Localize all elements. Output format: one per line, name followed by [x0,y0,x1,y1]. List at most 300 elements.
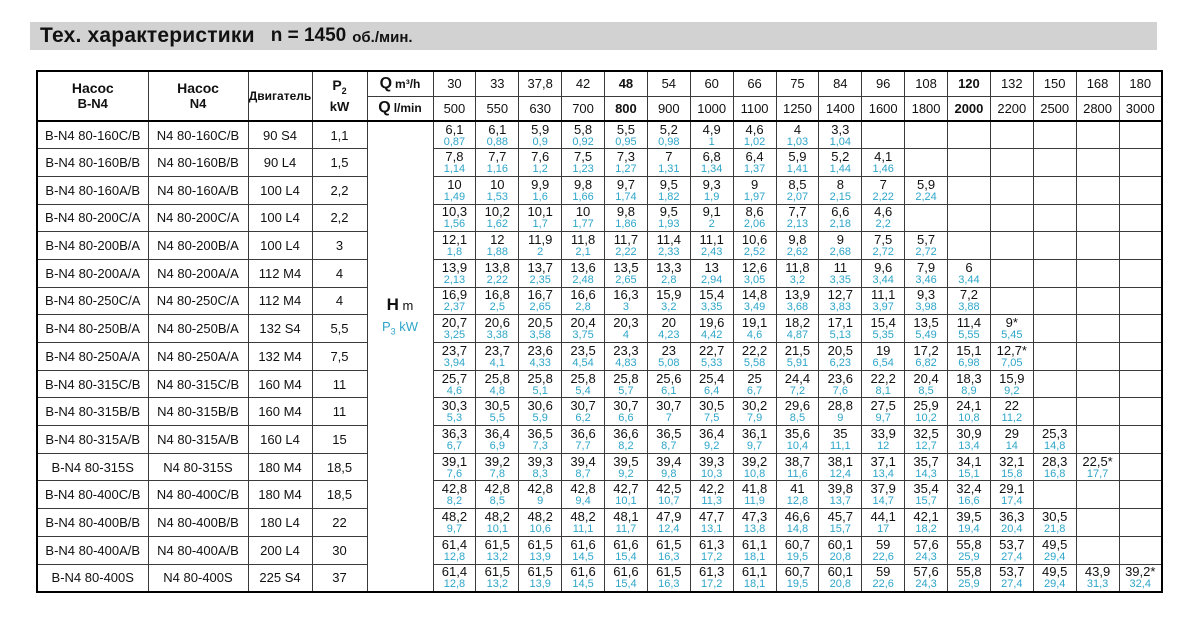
head-value: 11 [833,259,848,275]
p3-value: 7,05 [1001,356,1023,369]
data-cell [605,453,648,481]
data-cell [433,232,476,260]
head-value: 25 [747,370,762,386]
data-cell [1033,453,1076,481]
data-cell [647,536,690,564]
p3-value: 5,58 [743,356,766,369]
data-cell [862,232,905,260]
motor-size: 160 M4 [248,370,312,398]
motor-size: 200 L4 [248,536,312,564]
head-value: 13,7 [527,259,553,275]
head-value: 9,5 [659,204,678,220]
data-cell [519,176,562,204]
head-value: 3,3 [831,121,850,137]
p3-value: 4,6 [746,329,763,342]
head-value: 9,3 [702,176,721,192]
motor-size: 180 M4 [248,453,312,481]
p3-value: 18,1 [743,550,766,563]
p3-value: 3,44 [958,273,980,286]
p3-value: 9,8 [661,467,677,480]
data-cell [433,564,476,592]
p3-value: 1,97 [743,190,766,203]
pump-name-bn4: B-N4 80-200C/A [37,204,148,232]
head-value: 13,5 [613,259,639,275]
head-value: 25,7 [441,370,468,386]
head-value: 11,8 [570,232,596,248]
head-value: 42,8 [441,481,468,497]
head-value: 20,6 [484,315,510,331]
head-value: 25,6 [656,370,682,386]
p3-value: 8,5 [489,495,505,508]
head-value: 8,6 [745,204,764,220]
data-cell [733,343,776,371]
data-cell [819,509,862,537]
head-value: 22 [1004,398,1020,414]
head-value: 61,5 [484,536,510,552]
p3-value: 3,05 [743,273,766,286]
flow-m3h-value: 30 [433,71,476,96]
head-value: 38,1 [827,453,853,469]
motor-size: 100 L4 [248,204,312,232]
data-cell [647,343,690,371]
pump-name-bn4: B-N4 80-160A/B [37,176,148,204]
pump-name-bn4: B-N4 80-160B/B [37,149,148,177]
p3-value: 15,4 [615,578,637,591]
p3-value: 6,23 [829,356,852,369]
p2-power: 1,5 [312,149,367,177]
p3-value: 5,08 [658,356,680,369]
data-cell [948,564,991,592]
empty-cell [905,149,948,177]
head-value: 12,6 [741,259,768,275]
p3-value: 2,22 [615,246,637,259]
p3-kw-label: $P_3$ kW [381,318,419,337]
head-value: 43,9 [1084,564,1111,580]
data-cell [948,343,991,371]
flow-m3h-value: 66 [733,71,776,96]
head-value: 36,1 [741,425,768,441]
data-cell [433,398,476,426]
data-cell [948,370,991,398]
head-value: 16,3 [613,287,639,303]
head-value: 13,9 [784,287,811,303]
data-cell [519,481,562,509]
data-cell [862,343,905,371]
head-value: 11,4 [656,232,681,248]
p3-value: 19,5 [786,578,809,591]
data-cell [647,204,690,232]
p3-value: 10,3 [700,467,723,480]
data-cell [819,176,862,204]
p3-value: 8,3 [532,467,548,480]
empty-cell [1076,121,1119,149]
data-cell [476,149,519,177]
data-cell [690,536,733,564]
head-value: 41 [790,481,805,497]
p3-value: 3,2 [789,273,806,286]
p2-power: 18,5 [312,453,367,481]
p3-value: 1,31 [658,163,680,176]
pump-name-n4: N4 80-160B/B [148,149,248,177]
p3-value: 1,66 [572,190,594,203]
data-cell [562,564,605,592]
p3-value: 1,77 [572,218,594,231]
head-value: 36,3 [441,425,468,441]
data-cell [819,481,862,509]
p3-value: 1,46 [872,163,894,176]
head-value: 25,3 [1042,425,1068,441]
empty-cell [1119,287,1162,315]
data-cell [776,343,819,371]
head-value: 7,7 [488,149,507,165]
p3-value: 2,94 [700,273,723,286]
p3-value: 4,33 [529,356,551,369]
head-value: 6,6 [831,204,850,220]
head-value: 5,2 [659,121,678,137]
data-cell [647,509,690,537]
data-cell [733,204,776,232]
col-header-pump-bn4: Насос B-N4 [37,71,148,121]
data-cell [562,176,605,204]
empty-cell [1119,149,1162,177]
data-cell [690,121,733,149]
p3-value: 1,04 [829,135,852,148]
flow-m3h-value: 60 [690,71,733,96]
head-value: 7,8 [445,149,464,165]
p3-value: 6,4 [704,384,720,397]
p3-value: 1,49 [443,190,466,203]
pump-row [37,149,1162,177]
head-value: 61,5 [656,536,682,552]
head-value: 49,5 [1042,536,1068,552]
flow-m3h-value: 48 [605,71,648,96]
data-cell [647,149,690,177]
empty-cell [1119,176,1162,204]
pump-row [37,453,1162,481]
head-value: 37,9 [870,481,896,497]
data-cell [990,426,1033,454]
data-cell [476,370,519,398]
empty-cell [948,204,991,232]
p3-value: 18,2 [915,522,937,535]
p3-value: 7,5 [704,412,720,425]
head-value: 20,3 [613,315,639,331]
p3-value: 3,46 [915,273,937,286]
empty-cell [1033,204,1076,232]
empty-cell [1033,315,1076,343]
data-cell [519,259,562,287]
empty-cell [990,259,1033,287]
empty-cell [1076,426,1119,454]
p3-value: 8,1 [875,384,891,397]
head-value: 7,6 [531,149,550,165]
data-cell [562,453,605,481]
data-cell [690,509,733,537]
p3-value: 2,13 [786,218,809,231]
data-cell [1033,426,1076,454]
p3-value: 5,91 [786,356,809,369]
p3-value: 9,2 [618,467,634,480]
head-value: 32,5 [913,425,939,441]
data-cell [476,287,519,315]
p3-value: 2,2 [875,218,891,231]
flow-lmin-value: 630 [519,96,562,121]
p3-value: 5,4 [575,384,591,397]
p3-value: 9,4 [575,495,591,508]
motor-size: 180 M4 [248,481,312,509]
data-cell [519,149,562,177]
p3-value: 15,8 [1001,467,1023,480]
pump-name-n4: N4 80-400A/B [148,536,248,564]
head-value: 30,5 [699,398,725,414]
data-cell [733,564,776,592]
p2-power: 30 [312,536,367,564]
p3-value: 7,6 [446,467,463,480]
data-cell [519,121,562,149]
p3-value: 8,5 [789,412,806,425]
flow-m3h-value: 132 [990,71,1033,96]
p3-value: 10,1 [486,522,509,535]
head-value: 8 [836,176,844,192]
p3-value: 1,53 [486,190,509,203]
data-cell [819,343,862,371]
data-cell [990,536,1033,564]
data-cell [776,287,819,315]
head-value: 13,3 [656,259,682,275]
data-cell [776,453,819,481]
flow-m3h-value: 42 [562,71,605,96]
head-value: 10,6 [741,232,768,248]
flow-lmin-value: 900 [647,96,690,121]
data-cell [647,315,690,343]
empty-cell [1119,398,1162,426]
data-cell [905,536,948,564]
data-cell [433,481,476,509]
p3-value: 14,3 [915,467,937,480]
flow-lmin-value: 1800 [905,96,948,121]
data-cell [690,204,733,232]
data-cell [862,509,905,537]
empty-cell [1076,287,1119,315]
data-cell [562,232,605,260]
head-value: 6,1 [445,121,464,137]
head-value: 20,4 [913,370,939,386]
empty-cell [990,204,1033,232]
head-value: 49,5 [1042,564,1068,580]
pump-row [37,370,1162,398]
head-value: 30,7 [570,398,596,414]
data-cell [476,398,519,426]
pump-row [37,398,1162,426]
p3-value: 4 [622,329,629,342]
p3-value: 1,82 [658,190,680,203]
data-cell [605,176,648,204]
data-cell [862,315,905,343]
data-cell [690,259,733,287]
empty-cell [1119,315,1162,343]
data-cell [1119,564,1162,592]
p3-value: 3,2 [661,301,677,314]
head-value: 28,3 [1042,453,1068,469]
p3-value: 1,86 [615,218,637,231]
p3-value: 8,5 [918,384,934,397]
head-value: 5,2 [831,149,850,165]
p3-value: 5,33 [700,356,723,369]
flow-lmin-value: 2800 [1076,96,1119,121]
data-cell [519,232,562,260]
p3-value: 16,6 [958,495,980,508]
head-value: 61,6 [613,564,639,580]
p3-value: 24,3 [915,578,937,591]
p3-value: 7,9 [746,412,763,425]
title-speed-unit: об./мин. [352,29,413,46]
data-cell [819,121,862,149]
empty-cell [1033,287,1076,315]
data-cell [433,426,476,454]
p3-value: 5,13 [829,329,852,342]
motor-size: 90 L4 [248,149,312,177]
head-value: 12 [490,232,505,248]
pump-name-bn4: B-N4 80-400A/B [37,536,148,564]
data-cell [605,370,648,398]
data-cell [605,564,648,592]
motor-size: 90 S4 [248,121,312,149]
head-value: 23,7 [441,342,468,358]
data-cell [647,121,690,149]
data-cell [990,398,1033,426]
empty-cell [1076,176,1119,204]
p3-value: 15,7 [915,495,937,508]
head-value: 12,1 [441,232,468,248]
head-value: 61,5 [527,536,553,552]
p3-value: 13,9 [529,578,551,591]
motor-size: 100 L4 [248,176,312,204]
pump-row [37,232,1162,260]
head-value: 57,6 [913,564,939,580]
head-value: 39,4 [656,453,682,469]
flow-lmin-value: 500 [433,96,476,121]
p3-value: 16,3 [658,578,680,591]
data-cell [519,315,562,343]
head-value: 29 [1004,425,1020,441]
p3-value: 9,2 [1004,384,1020,397]
data-cell [433,509,476,537]
head-value: 11,7 [613,232,639,248]
empty-cell [948,232,991,260]
empty-cell [990,149,1033,177]
data-cell [733,121,776,149]
head-value: 57,6 [913,536,939,552]
head-value: 10,2 [484,204,510,220]
pump-row [37,287,1162,315]
data-cell [647,398,690,426]
pump-row [37,481,1162,509]
p3-value: 12,7 [915,439,937,452]
pump-row [37,315,1162,343]
p3-value: 9,7 [746,439,763,452]
data-cell [519,204,562,232]
head-value: 9,9 [531,176,550,192]
data-cell [476,315,519,343]
head-value: 37,1 [870,453,896,469]
data-cell [862,259,905,287]
p3-value: 13,4 [872,467,894,480]
p3-value: 12,8 [786,495,809,508]
p3-value: 0,95 [615,135,637,148]
head-value: 36,6 [570,425,596,441]
data-cell [605,232,648,260]
p3-value: 20,8 [829,578,852,591]
head-value: 39,2* [1125,564,1156,580]
p3-value: 3,25 [443,329,466,342]
head-value: 18,2 [784,315,811,331]
head-value: 6,1 [488,121,507,137]
data-cell [519,426,562,454]
head-value: 36,4 [484,425,510,441]
head-value: 28,8 [827,398,853,414]
data-cell [733,453,776,481]
head-value: 8,5 [788,176,807,192]
empty-cell [1033,370,1076,398]
head-value: 6,4 [745,149,764,165]
head-value: 16,7 [527,287,553,303]
data-cell [819,287,862,315]
hm-p3kw-label-cell [367,121,433,592]
head-value: 36,4 [699,425,725,441]
data-cell [562,149,605,177]
head-value: 60,1 [827,536,853,552]
head-value: 4,9 [702,121,721,137]
data-cell [605,343,648,371]
head-value: 6,8 [702,149,721,165]
data-cell [948,509,991,537]
p3-value: 6,9 [489,439,505,452]
flow-m3h-value: 180 [1119,71,1162,96]
data-cell [905,232,948,260]
p3-value: 2,07 [786,190,809,203]
empty-cell [1076,481,1119,509]
p3-value: 5,7 [618,384,634,397]
data-cell [690,176,733,204]
data-cell [776,176,819,204]
head-value: 39,3 [699,453,725,469]
head-value: 5,8 [574,121,593,137]
p3-value: 4,1 [489,356,505,369]
data-cell [905,398,948,426]
data-cell [519,536,562,564]
pump-row [37,176,1162,204]
flow-lmin-value: 2500 [1033,96,1076,121]
head-value: 10,1 [527,204,553,220]
head-value: 13,6 [570,259,596,275]
p3-value: 16,8 [1043,467,1066,480]
p3-value: 12,8 [443,578,466,591]
flow-m3h-value: 96 [862,71,905,96]
head-value: 9* [1005,315,1018,331]
data-cell [647,370,690,398]
p3-value: 13,8 [743,522,766,535]
p3-value: 1,8 [446,246,463,259]
head-value: 38,7 [784,453,811,469]
head-value: 29,1 [999,481,1025,497]
data-cell [519,509,562,537]
pump-row [37,564,1162,592]
p2-power: 37 [312,564,367,592]
head-value: 42,1 [913,508,939,524]
data-cell [562,315,605,343]
data-cell [905,564,948,592]
head-value: 61,4 [441,564,468,580]
